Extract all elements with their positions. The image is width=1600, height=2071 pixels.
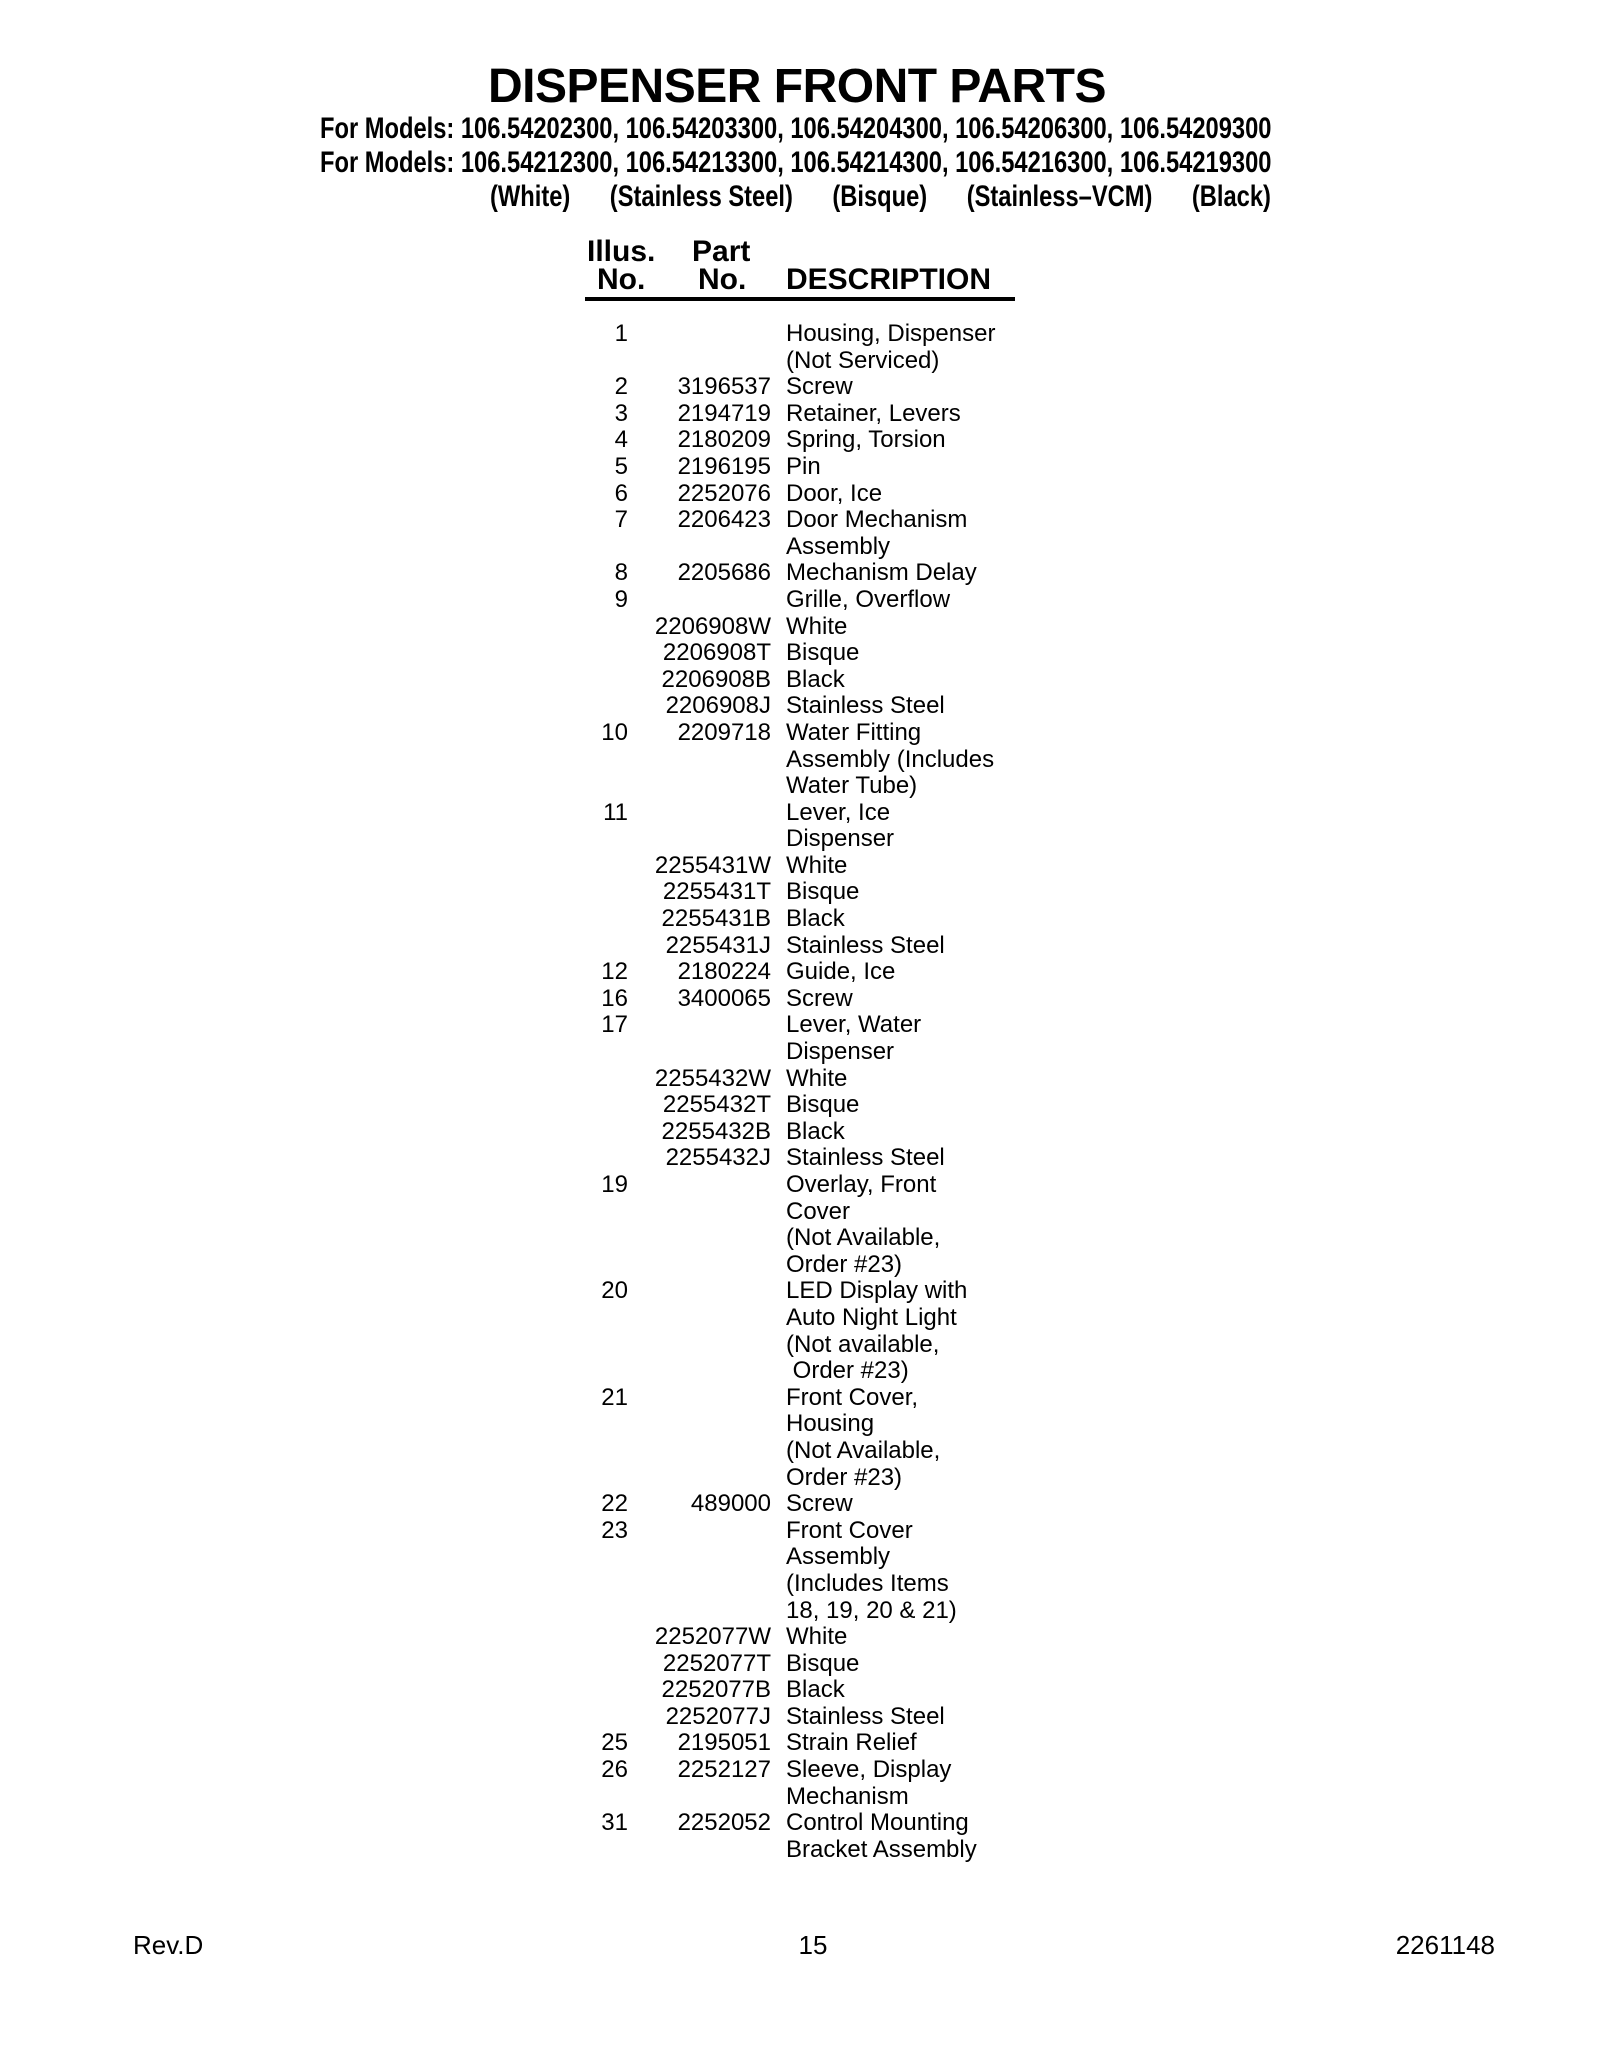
illus-no-cell: 2 <box>614 373 628 401</box>
description-line: Lever, Ice <box>786 798 891 826</box>
table-row <box>565 1145 1001 1172</box>
description-line: (Not Serviced) <box>786 346 940 374</box>
description-line: Guide, Ice <box>786 958 896 986</box>
description-line: Bisque <box>786 878 860 906</box>
description-line: Cover <box>786 1197 851 1225</box>
table-row <box>565 693 1001 720</box>
description-line: Black <box>786 665 845 693</box>
part-no-cell: 3196537 <box>677 373 771 401</box>
description-line: White <box>786 1064 848 1092</box>
part-no-cell <box>643 1385 771 1491</box>
illus-no-cell <box>565 693 628 720</box>
part-no-cell: 2255432T <box>662 1091 771 1119</box>
column-header-part-no: No. <box>698 263 747 296</box>
table-row <box>565 1012 1001 1065</box>
column-header-part: Part <box>692 235 751 268</box>
illus-no-cell: 7 <box>614 506 628 534</box>
part-no-cell <box>643 1278 771 1384</box>
description-line: Screw <box>786 1490 853 1518</box>
illus-no-cell: 16 <box>601 984 628 1012</box>
part-no-cell: 2252077B <box>661 1676 771 1704</box>
illus-no-cell: 20 <box>601 1277 628 1305</box>
description-line: Pin <box>786 452 821 480</box>
table-row <box>565 1385 1001 1491</box>
table-row <box>565 1491 1001 1518</box>
description-line: Mechanism Delay <box>786 559 977 587</box>
table-row <box>565 720 1001 800</box>
part-no-cell: 2255432J <box>665 1144 771 1172</box>
part-no-cell: 3400065 <box>677 984 771 1012</box>
description-cell <box>786 1810 1001 1863</box>
illus-no-cell <box>565 1624 628 1651</box>
part-no-cell: 2195051 <box>677 1729 771 1757</box>
description-line: Order #23) <box>786 1463 903 1491</box>
description-line: Dispenser <box>786 1038 895 1066</box>
description-line: Strain Relief <box>786 1729 917 1757</box>
table-row <box>565 800 1001 853</box>
table-row <box>565 853 1001 880</box>
illus-no-cell <box>565 933 628 960</box>
table-row <box>565 401 1001 428</box>
illus-no-cell: 3 <box>614 399 628 427</box>
table-row <box>565 481 1001 508</box>
part-no-cell: 2180224 <box>677 958 771 986</box>
description-cell <box>786 1012 1001 1065</box>
illus-no-cell: 31 <box>601 1809 628 1837</box>
illus-no-cell: 1 <box>614 320 628 347</box>
description-cell <box>786 693 1001 720</box>
description-cell <box>786 1119 1001 1146</box>
table-row <box>565 374 1001 401</box>
part-no-cell: 2205686 <box>677 559 771 587</box>
table-row <box>565 1677 1001 1704</box>
illus-no-cell <box>565 879 628 906</box>
part-no-cell: 2255432B <box>661 1117 771 1145</box>
description-line: Black <box>786 1676 845 1704</box>
table-row <box>565 933 1001 960</box>
part-no-cell: 2252077W <box>654 1623 771 1651</box>
illus-no-cell: 6 <box>614 479 628 507</box>
table-row <box>565 614 1001 641</box>
description-line: Bisque <box>786 1091 860 1119</box>
description-cell <box>786 640 1001 667</box>
description-line: Black <box>786 905 845 933</box>
models-line-2: For Models: 106.54212300, 106.54213300, 106.54214300, 106.54216300, 106.54219300 <box>320 146 1272 179</box>
description-line: Screw <box>786 984 853 1012</box>
table-header-rule <box>585 297 1015 301</box>
part-no-cell <box>643 1172 771 1278</box>
description-line: Stainless Steel <box>786 1144 945 1172</box>
description-cell <box>786 1385 1001 1491</box>
part-no-cell <box>643 800 771 853</box>
description-cell <box>786 1066 1001 1093</box>
illus-no-cell: 4 <box>614 426 628 454</box>
color-finishes-line: (White) (Stainless Steel) (Bisque) (Stainless–VCM) (Black) <box>490 180 1271 213</box>
description-cell <box>786 481 1001 508</box>
part-no-cell: 2206908J <box>665 692 771 720</box>
part-no-cell: 2255431W <box>654 851 771 879</box>
description-cell <box>786 933 1001 960</box>
description-line: Assembly (Includes <box>786 745 995 773</box>
description-cell <box>786 1491 1001 1518</box>
description-cell <box>786 1145 1001 1172</box>
illus-no-cell <box>565 640 628 667</box>
description-line: Grille, Overflow <box>786 585 951 613</box>
illus-no-cell: 10 <box>601 718 628 746</box>
table-row <box>565 1278 1001 1384</box>
description-line: Order #23) <box>786 1250 903 1278</box>
description-line: Door, Ice <box>786 479 883 507</box>
part-no-cell: 2255431J <box>665 931 771 959</box>
description-cell <box>786 507 1001 560</box>
part-no-cell: 2180209 <box>677 426 771 454</box>
table-row <box>565 427 1001 454</box>
description-line: Assembly <box>786 532 891 560</box>
page-title: DISPENSER FRONT PARTS <box>488 60 1106 113</box>
description-line: Stainless Steel <box>786 1702 945 1730</box>
description-cell <box>786 1730 1001 1757</box>
part-no-cell: 2255432W <box>654 1064 771 1092</box>
description-cell <box>786 959 1001 986</box>
part-no-cell: 2206908W <box>654 612 771 640</box>
illus-no-cell <box>565 1092 628 1119</box>
illus-no-cell <box>565 614 628 641</box>
part-no-cell: 2252052 <box>677 1809 771 1837</box>
table-row <box>565 1810 1001 1863</box>
description-line: Screw <box>786 373 853 401</box>
illus-no-cell: 23 <box>601 1516 628 1544</box>
description-cell <box>786 1518 1001 1624</box>
part-no-cell <box>643 321 771 374</box>
description-cell <box>786 614 1001 641</box>
part-no-cell: 2255431B <box>661 905 771 933</box>
description-line: Order #23) <box>786 1357 909 1385</box>
description-cell <box>786 1624 1001 1651</box>
part-no-cell: 2206423 <box>677 506 771 534</box>
description-line: Mechanism <box>786 1782 909 1810</box>
illus-no-cell <box>565 1651 628 1678</box>
description-line: Stainless Steel <box>786 692 945 720</box>
description-line: Bisque <box>786 1649 860 1677</box>
part-no-cell: 2206908B <box>661 665 771 693</box>
description-cell <box>786 1704 1001 1731</box>
description-line: White <box>786 851 848 879</box>
description-cell <box>786 1172 1001 1278</box>
column-header-description: DESCRIPTION <box>786 263 992 296</box>
description-cell <box>786 1757 1001 1810</box>
description-cell <box>786 906 1001 933</box>
table-row <box>565 321 1001 374</box>
part-no-cell <box>643 1518 771 1624</box>
description-line: LED Display with <box>786 1277 968 1305</box>
illus-no-cell: 17 <box>601 1011 628 1039</box>
illus-no-cell <box>565 1119 628 1146</box>
table-row <box>565 879 1001 906</box>
table-row <box>565 1092 1001 1119</box>
table-row <box>565 667 1001 694</box>
description-cell <box>786 587 1001 614</box>
illus-no-cell: 5 <box>614 452 628 480</box>
description-cell <box>786 1677 1001 1704</box>
description-cell <box>786 374 1001 401</box>
illus-no-cell <box>565 1677 628 1704</box>
illus-no-cell: 11 <box>603 798 628 826</box>
table-row <box>565 1119 1001 1146</box>
part-no-cell: 2196195 <box>677 452 771 480</box>
part-no-cell: 2255431T <box>662 878 771 906</box>
description-cell <box>786 321 1001 374</box>
description-line: Housing, Dispenser <box>786 320 996 347</box>
description-line: Door Mechanism <box>786 506 968 534</box>
description-line: Stainless Steel <box>786 931 945 959</box>
illus-no-cell <box>565 1704 628 1731</box>
footer-page-number: 15 <box>798 1930 828 1960</box>
illus-no-cell: 12 <box>601 958 628 986</box>
illus-no-cell: 9 <box>614 585 628 613</box>
description-cell <box>786 560 1001 587</box>
description-line: Dispenser <box>786 825 895 853</box>
table-row <box>565 959 1001 986</box>
table-row <box>565 587 1001 614</box>
part-no-cell <box>643 1012 771 1065</box>
description-cell <box>786 401 1001 428</box>
illus-no-cell: 26 <box>601 1756 628 1784</box>
footer-revision: Rev.D <box>133 1930 204 1960</box>
column-header-illus-no: No. <box>597 263 646 296</box>
illus-no-cell <box>565 853 628 880</box>
description-line: White <box>786 612 848 640</box>
part-no-cell: 2206908T <box>662 639 771 667</box>
table-row <box>565 640 1001 667</box>
description-cell <box>786 1278 1001 1384</box>
table-row <box>565 1066 1001 1093</box>
description-line: Front Cover, <box>786 1383 919 1411</box>
column-header-illus: Illus. <box>587 235 656 268</box>
illus-no-cell: 22 <box>601 1490 628 1518</box>
description-line: Front Cover <box>786 1516 913 1544</box>
description-cell <box>786 720 1001 800</box>
part-no-cell: 2252077J <box>665 1702 771 1730</box>
description-cell <box>786 1092 1001 1119</box>
part-no-cell: 489000 <box>690 1490 771 1518</box>
description-line: Bisque <box>786 639 860 667</box>
description-line: Bracket Assembly <box>786 1835 977 1863</box>
description-cell <box>786 667 1001 694</box>
illus-no-cell <box>565 667 628 694</box>
parts-table-body <box>565 321 1001 1863</box>
models-line-1: For Models: 106.54202300, 106.54203300, 106.54204300, 106.54206300, 106.54209300 <box>320 112 1272 145</box>
description-line: Spring, Torsion <box>786 426 946 454</box>
illus-no-cell: 25 <box>601 1729 628 1757</box>
description-line: Retainer, Levers <box>786 399 961 427</box>
description-line: Black <box>786 1117 845 1145</box>
table-row <box>565 1624 1001 1651</box>
table-row <box>565 1730 1001 1757</box>
part-no-cell: 2252077T <box>662 1649 771 1677</box>
illus-no-cell: 19 <box>601 1171 628 1198</box>
description-line: (Includes Items <box>786 1569 949 1597</box>
description-line: Auto Night Light <box>786 1303 957 1331</box>
description-cell <box>786 800 1001 853</box>
description-line: Lever, Water <box>786 1011 922 1039</box>
illus-no-cell <box>565 1066 628 1093</box>
description-line: Control Mounting <box>786 1809 969 1837</box>
part-no-cell <box>643 587 771 614</box>
illus-no-cell: 21 <box>601 1383 628 1411</box>
footer-doc-number: 2261148 <box>1395 1930 1495 1960</box>
table-row <box>565 560 1001 587</box>
illus-no-cell <box>565 906 628 933</box>
table-row <box>565 507 1001 560</box>
description-cell <box>786 454 1001 481</box>
description-line: Overlay, Front <box>786 1171 937 1198</box>
illus-no-cell <box>565 1145 628 1172</box>
description-line: (Not Available, <box>786 1436 941 1464</box>
table-row <box>565 906 1001 933</box>
part-no-cell: 2252076 <box>677 479 771 507</box>
description-cell <box>786 1651 1001 1678</box>
description-line: Assembly <box>786 1543 891 1571</box>
table-row <box>565 1518 1001 1624</box>
description-cell <box>786 879 1001 906</box>
description-line: Sleeve, Display <box>786 1756 952 1784</box>
table-row <box>565 1651 1001 1678</box>
description-cell <box>786 853 1001 880</box>
description-cell <box>786 986 1001 1013</box>
part-no-cell: 2194719 <box>677 399 771 427</box>
part-no-cell: 2252127 <box>677 1756 771 1784</box>
description-line: Water Tube) <box>786 772 918 800</box>
description-line: Water Fitting <box>786 718 922 746</box>
table-row <box>565 986 1001 1013</box>
description-line: (Not Available, <box>786 1224 941 1252</box>
table-row <box>565 454 1001 481</box>
description-line: 18, 19, 20 & 21) <box>786 1596 957 1624</box>
illus-no-cell: 8 <box>614 559 628 587</box>
table-row <box>565 1704 1001 1731</box>
table-row <box>565 1172 1001 1278</box>
description-line: (Not available, <box>786 1330 940 1358</box>
description-line: Housing <box>786 1410 875 1438</box>
part-no-cell: 2209718 <box>677 718 771 746</box>
description-cell <box>786 427 1001 454</box>
description-line: White <box>786 1623 848 1651</box>
table-row <box>565 1757 1001 1810</box>
